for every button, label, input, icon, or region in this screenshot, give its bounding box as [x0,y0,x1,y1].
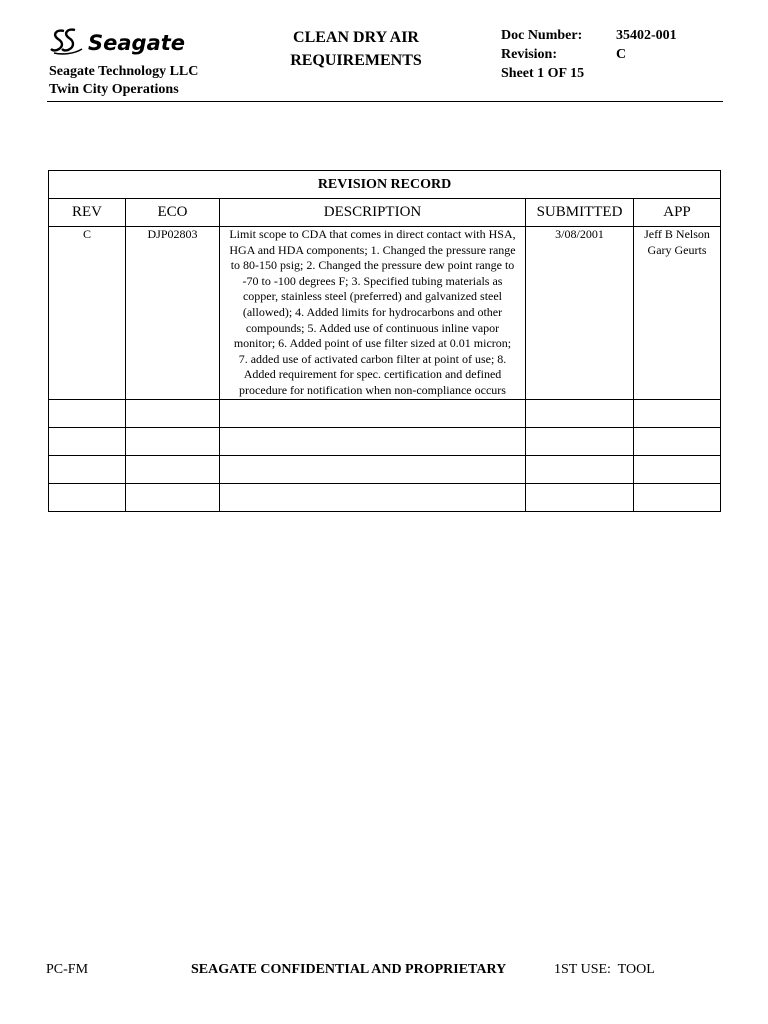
seagate-logo-text: Seagate [88,31,186,55]
empty-cell [220,455,526,483]
column-header-description: DESCRIPTION [220,199,526,227]
empty-cell [126,399,220,427]
empty-cell [634,455,721,483]
empty-cell [49,427,126,455]
title-line-2: REQUIREMENTS [290,52,422,69]
cell-eco: DJP02803 [126,227,220,400]
revision-value: C [616,47,627,62]
doc-number-value: 35402-001 [616,28,677,43]
column-header-eco: ECO [126,199,220,227]
empty-cell [220,483,526,511]
table-row [49,427,721,455]
empty-cell [126,427,220,455]
company-division: Twin City Operations [49,82,179,97]
table-row [49,399,721,427]
column-header-submitted: SUBMITTED [526,199,634,227]
empty-cell [126,483,220,511]
revision-record-table [48,170,721,512]
company-block [49,63,198,99]
table-row [49,483,721,511]
cell-submitted: 3/08/2001 [526,227,634,400]
table-header-row [49,199,721,227]
seagate-logo [50,24,190,58]
empty-cell [49,483,126,511]
empty-cell [220,399,526,427]
footer-first-use: 1ST USE: TOOL [554,962,655,977]
empty-cell [126,455,220,483]
company-name: Seagate Technology LLC [49,64,199,79]
revision-record-title: REVISION RECORD [49,171,721,199]
empty-cell [49,399,126,427]
footer-confidential: SEAGATE CONFIDENTIAL AND PROPRIETARY [191,962,507,977]
empty-cell [220,427,526,455]
table-row [49,455,721,483]
title-line-1: CLEAN DRY AIR [293,29,419,46]
document-title [256,26,456,72]
approver-2: Gary Geurts [647,242,707,257]
cell-rev: C [49,227,126,400]
document-info [501,26,677,83]
doc-number-label: Doc Number: [501,28,583,43]
empty-cell [526,399,634,427]
empty-cell [634,483,721,511]
empty-cell [526,483,634,511]
cell-app [634,227,721,400]
sheet-number: Sheet 1 OF 15 [501,66,585,81]
column-header-app: APP [634,199,721,227]
approver-1: Jeff B Nelson [644,227,710,241]
header-divider [47,101,723,102]
empty-cell [634,399,721,427]
footer-form-code: PC-FM [46,962,89,977]
column-header-rev: REV [49,199,126,227]
empty-cell [526,427,634,455]
empty-cell [49,455,126,483]
empty-cell [526,455,634,483]
table-row [49,227,721,400]
empty-cell [634,427,721,455]
revision-label: Revision: [501,47,557,62]
cell-description: Limit scope to CDA that comes in direct contact with HSA, HGA and HDA components; 1. Changed the pressure range to 80-150 psig; 2. Changed the pressure dew point range to -70 to -100 degrees F; 3. Specified tubing materials as copper, stainless steel (preferred) and galvanized steel (allowed); 4. Added limits for hydrocarbons and other compounds; 5. Added use of continuous inline vapor monitor; 6. Added point of use filter sized at 0.01 micron; 7. added use of activated carbon filter at point of use; 8. Added requirement for spec. certification and defined procedure for notification when non-compliance occurs [220,227,526,400]
seagate-logo-icon [50,24,190,58]
